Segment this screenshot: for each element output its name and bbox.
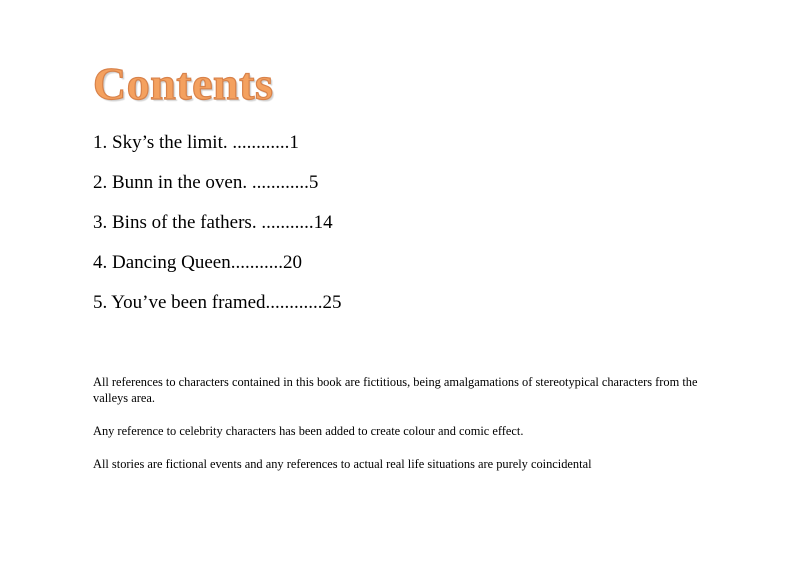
disclaimer-paragraph: All references to characters contained in this book are fictitious, being amalgamations of stereotypical characters from the valleys area.: [93, 375, 698, 405]
disclaimer-paragraph: All stories are fictional events and any references to actual real life situations are purely coincidental: [93, 457, 592, 471]
table-of-contents: [93, 131, 342, 331]
toc-entry: 2. Bunn in the oven. ............5: [93, 172, 319, 193]
toc-entry: 1. Sky’s the limit. ............1: [93, 132, 299, 153]
toc-entry: 5. You’ve been framed............25: [93, 292, 342, 313]
disclaimer-paragraph: Any reference to celebrity characters has been added to create colour and comic effect.: [93, 424, 524, 438]
disclaimer-section: [93, 374, 713, 489]
toc-entry: 4. Dancing Queen...........20: [93, 252, 302, 273]
toc-entry: 3. Bins of the fathers. ...........14: [93, 212, 333, 233]
contents-heading: Contents: [93, 58, 274, 109]
